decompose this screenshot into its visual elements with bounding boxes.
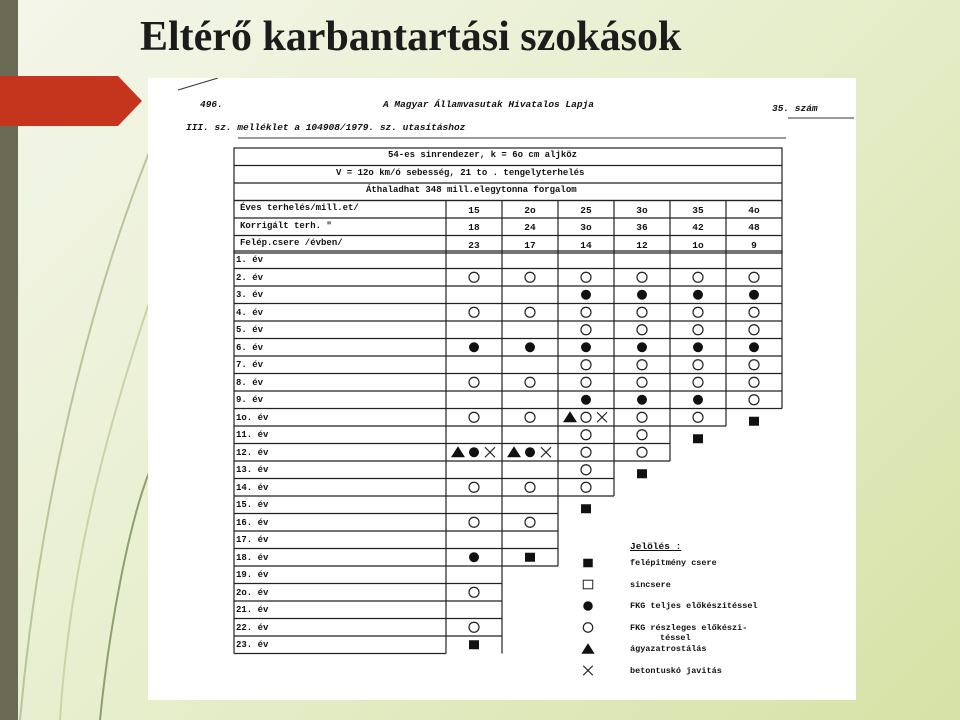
circle-mark	[469, 517, 479, 527]
year-label: 2o. év	[236, 587, 269, 598]
dot-mark	[469, 447, 479, 457]
value-cell-replacement: 1o	[692, 239, 704, 251]
circle-mark	[693, 272, 703, 282]
triangle-mark	[507, 446, 521, 457]
circle-mark	[469, 307, 479, 317]
year-label: 21. év	[236, 605, 269, 615]
scanned-document	[148, 78, 856, 700]
dot-mark	[581, 395, 591, 405]
year-label: 22. év	[236, 622, 269, 633]
dot-mark	[637, 342, 647, 352]
dot-mark	[693, 342, 703, 352]
legend-item	[630, 666, 722, 676]
circle-mark	[693, 360, 703, 370]
year-label: 19. év	[236, 570, 269, 580]
value-cell-corrected: 48	[748, 222, 760, 233]
dot-mark	[637, 290, 647, 300]
value-cell-annual: 3o	[636, 204, 648, 216]
dot-mark	[693, 290, 703, 300]
circle-mark	[581, 272, 591, 282]
year-label: 17. év	[236, 535, 269, 545]
dot-mark	[749, 342, 759, 352]
legend-title: Jelölés :	[630, 541, 682, 552]
circle-mark	[525, 482, 535, 492]
circle-mark	[749, 307, 759, 317]
circle-mark	[581, 447, 591, 457]
year-label: 1o. év	[236, 412, 269, 423]
year-label: 14. év	[236, 482, 269, 493]
open-square-mark	[583, 580, 593, 589]
value-cell-corrected: 18	[468, 222, 480, 233]
publication-name: A Magyar Államvasutak Hivatalos Lapja	[383, 99, 594, 110]
value-cell-annual: 35	[692, 204, 704, 216]
circle-mark	[693, 307, 703, 317]
table-header-line2: V = 12o km/ó sebesség, 21 to . tengelyterhelés	[336, 168, 585, 178]
value-cell-replacement: 17	[524, 239, 536, 251]
dot-mark	[637, 395, 647, 405]
value-cell-replacement: 23	[468, 239, 480, 251]
circle-mark	[693, 325, 703, 335]
circle-mark	[637, 360, 647, 370]
circle-mark	[693, 412, 703, 422]
legend-item	[630, 644, 707, 654]
circle-mark	[469, 622, 479, 632]
year-label: 11. év	[236, 430, 269, 440]
circle-mark	[581, 412, 591, 422]
legend-label: felépitmény csere	[630, 558, 717, 568]
square-mark	[749, 417, 759, 426]
legend-label: FKG részleges előkészi-	[630, 622, 748, 633]
circle-mark	[749, 360, 759, 370]
square-mark	[693, 434, 703, 443]
circle-mark	[637, 412, 647, 422]
scan-mark	[178, 78, 218, 90]
circle-mark	[693, 377, 703, 387]
legend-item	[630, 558, 717, 568]
circle-mark	[469, 482, 479, 492]
value-cell-annual: 15	[468, 204, 480, 216]
circle-mark	[469, 587, 479, 597]
legend-item	[630, 580, 671, 590]
square-mark	[637, 469, 647, 478]
circle-mark	[581, 325, 591, 335]
legend-label-continued: téssel	[660, 632, 691, 643]
circle-mark	[637, 377, 647, 387]
dot-mark	[581, 290, 591, 300]
circle-mark	[525, 517, 535, 527]
legend-item	[630, 601, 758, 611]
dot-mark	[525, 447, 535, 457]
circle-mark	[525, 377, 535, 387]
value-cell-replacement: 12	[636, 239, 648, 251]
year-label: 9. év	[236, 395, 264, 405]
circle-mark	[581, 482, 591, 492]
legend-label: sincsere	[630, 579, 671, 590]
circle-mark	[749, 272, 759, 282]
dot-mark	[583, 601, 593, 611]
year-label: 16. év	[236, 517, 269, 528]
year-label: 8. év	[236, 377, 264, 388]
circle-mark	[637, 325, 647, 335]
page-number: 496.	[200, 99, 223, 110]
circle-mark	[469, 412, 479, 422]
year-label: 18. év	[236, 552, 269, 563]
legend-label: ágyazatrostálás	[630, 644, 707, 654]
legend-item	[630, 623, 747, 643]
circle-mark	[637, 430, 647, 440]
circle-mark	[525, 307, 535, 317]
value-cell-replacement: 9	[751, 239, 757, 251]
circle-mark	[525, 412, 535, 422]
square-mark	[525, 553, 535, 562]
row-label-annual: Éves terhelés/mill.et/	[240, 203, 359, 213]
legend-label: betontuskó javitás	[630, 665, 722, 676]
year-label: 4. év	[236, 307, 264, 318]
year-label: 12. év	[236, 447, 269, 458]
value-cell-corrected: 3o	[580, 222, 592, 233]
dot-mark	[469, 552, 479, 562]
circle-mark	[637, 447, 647, 457]
dot-mark	[749, 290, 759, 300]
square-mark	[583, 559, 593, 568]
value-cell-corrected: 36	[636, 222, 648, 233]
year-label: 13. év	[236, 465, 269, 475]
dot-mark	[525, 342, 535, 352]
table-header-line1: 54-es sinrendezer, k = 6o cm aljköz	[388, 150, 578, 160]
triangle-mark	[563, 411, 577, 422]
dot-mark	[693, 395, 703, 405]
table-header-line3: Áthaladhat 348 mill.elegytonna forgalom	[366, 185, 577, 195]
slide-title: Eltérő karbantartási szokások	[140, 14, 682, 60]
circle-mark	[469, 377, 479, 387]
dot-mark	[581, 342, 591, 352]
year-label: 5. év	[236, 325, 264, 335]
legend-label: FKG teljes előkészitéssel	[630, 601, 758, 611]
circle-mark	[749, 325, 759, 335]
value-cell-annual: 4o	[748, 204, 760, 216]
row-label-corrected: Korrigált terh. "	[240, 221, 332, 231]
year-label: 6. év	[236, 342, 264, 353]
circle-mark	[749, 377, 759, 387]
circle-mark	[581, 430, 591, 440]
circle-mark	[581, 360, 591, 370]
value-cell-replacement: 14	[580, 239, 592, 251]
circle-mark	[583, 623, 593, 633]
circle-mark	[749, 395, 759, 405]
circle-mark	[581, 377, 591, 387]
value-cell-annual: 25	[580, 204, 592, 216]
circle-mark	[637, 272, 647, 282]
circle-mark	[581, 307, 591, 317]
value-cell-corrected: 42	[692, 222, 704, 233]
year-label: 23. év	[236, 640, 269, 650]
triangle-mark	[451, 446, 465, 457]
year-label: 15. év	[236, 500, 269, 510]
year-label: 7. év	[236, 360, 264, 370]
square-mark	[469, 640, 479, 649]
issue-number: 35. szám	[772, 103, 818, 114]
value-cell-annual: 2o	[524, 204, 536, 216]
row-label-replacement: Felép.csere /évben/	[240, 238, 343, 248]
year-label: 2. év	[236, 272, 264, 283]
title-accent-tab	[0, 76, 142, 126]
circle-mark	[469, 272, 479, 282]
year-label: 1. év	[236, 255, 264, 265]
circle-mark	[525, 272, 535, 282]
year-label: 3. év	[236, 290, 264, 300]
circle-mark	[637, 307, 647, 317]
triangle-mark	[581, 643, 594, 653]
dot-mark	[469, 342, 479, 352]
square-mark	[581, 504, 591, 513]
value-cell-corrected: 24	[524, 222, 536, 233]
document-subtitle: III. sz. melléklet a 104908/1979. sz. utasításhoz	[186, 122, 466, 133]
circle-mark	[581, 465, 591, 475]
